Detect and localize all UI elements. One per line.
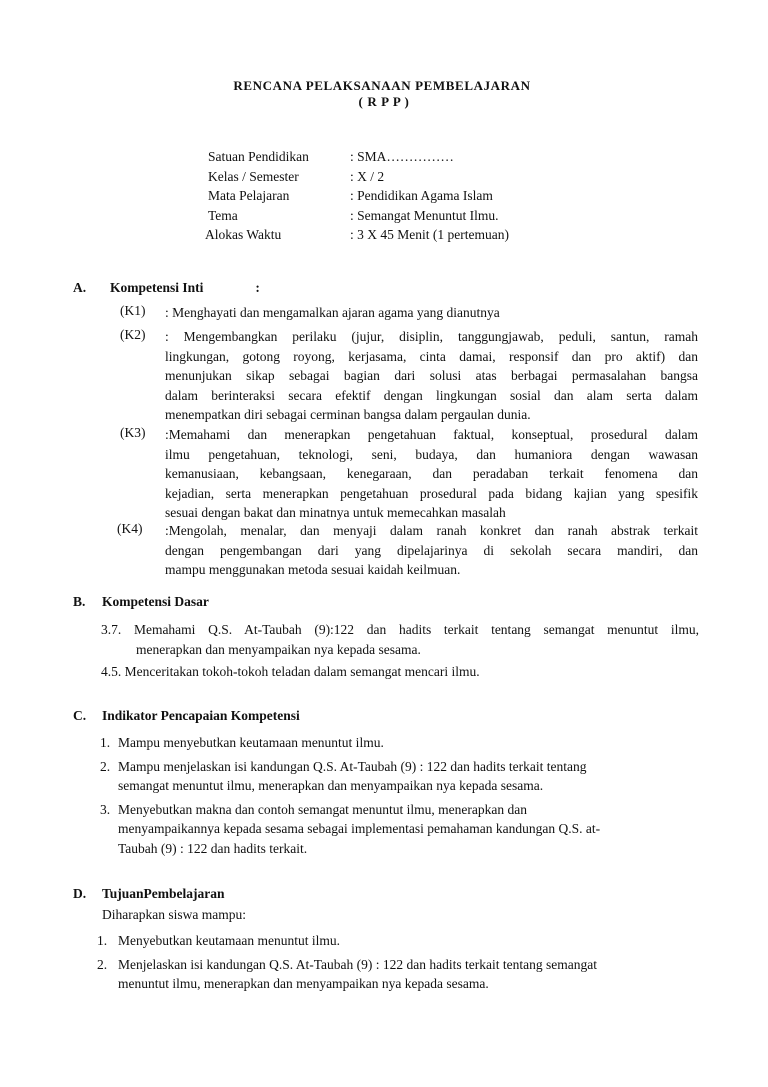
section-letter: A.	[73, 280, 87, 295]
identity-label: Tema	[208, 207, 238, 223]
identity-row	[208, 169, 509, 189]
identity-label: Alokas Waktu	[205, 227, 282, 242]
ki-line: menempatkan diri sebagai cerminan bangsa dalam pergaulan dunia.	[165, 407, 531, 423]
identity-value: : Pendidikan Agama Islam	[350, 188, 493, 203]
list-number: 2.	[100, 758, 111, 774]
tujuan-list	[97, 931, 707, 994]
kd-line: 3.7. Memahami Q.S. At-Taubah (9):122 dan hadits terkait tentang semangat menuntut ilmu,	[101, 622, 699, 637]
ki-item-k2	[120, 327, 698, 425]
list-line: Taubah (9) : 122 dan hadits terkait.	[118, 840, 308, 856]
section-b-heading	[73, 594, 209, 610]
list-item	[100, 733, 700, 753]
ki-line: ilmu pengetahuan, teknologi, seni, budaya, dan humaniora dengan wawasan	[165, 446, 698, 462]
list-line: menyampaikannya kepada sesama sebagai implementasi pemahaman kandungan Q.S. at-	[118, 821, 601, 837]
ki-line: : Menghayati dan mengamalkan ajaran agama yang dianutnya	[165, 305, 500, 320]
ki-line: dalam berinteraksi secara efektif dengan lingkungan sosial dan alam serta dalam	[165, 387, 698, 403]
ki-code: (K2)	[120, 327, 146, 342]
section-c-heading	[73, 708, 300, 724]
ki-line: dengan pengembangan dari yang dipelajarinya di sekolah secara mandiri, dan	[165, 542, 698, 558]
ki-item-k4	[117, 521, 698, 580]
identity-row	[205, 227, 509, 247]
document-subtitle: ( R P P )	[358, 94, 410, 109]
list-number: 3.	[100, 801, 111, 817]
list-item	[97, 931, 707, 951]
list-line: Mampu menyebutkan keutamaan menuntut ilmu.	[118, 735, 384, 750]
ki-line: mampu menggunakan metoda sesuai kaidah keilmuan.	[165, 562, 461, 578]
section-letter: D.	[73, 886, 87, 901]
section-d-heading	[73, 886, 225, 902]
list-line: Menyebutkan makna dan contoh semangat menuntut ilmu, menerapkan dan	[118, 801, 528, 817]
section-d-intro: Diharapkan siswa mampu:	[102, 907, 246, 922]
section-title: Kompetensi Inti	[110, 280, 204, 295]
identity-label: Kelas / Semester	[208, 168, 299, 184]
ki-line: :Mengolah, menalar, dan menyaji dalam ranah konkret dan ranah abstrak terkait	[165, 523, 698, 538]
ki-line: kejadian, serta menerapkan pengetahuan prosedural pada bidang kajian yang spesifik	[165, 485, 698, 501]
kd-item	[101, 620, 699, 659]
identity-row	[208, 149, 509, 169]
ki-line: :Memahami dan menerapkan pengetahuan faktual, konseptual, prosedural dalam	[165, 427, 698, 442]
kd-line: 4.5. Menceritakan tokoh-tokoh teladan dalam semangat mencari ilmu.	[101, 664, 480, 679]
identity-table	[205, 149, 509, 247]
ki-line: menunjukan sikap sebagai bagian dari solusi atas berbagai permasalahan bangsa	[165, 368, 698, 384]
identity-value: : 3 X 45 Menit (1 pertemuan)	[350, 227, 509, 242]
section-title: Kompetensi Dasar	[102, 594, 209, 609]
list-line: Mampu menjelaskan isi kandungan Q.S. At-Taubah (9) : 122 dan hadits terkait tentang	[118, 758, 587, 774]
ki-item-k3	[120, 425, 698, 523]
section-title: TujuanPembelajaran	[102, 886, 225, 901]
identity-row	[208, 188, 509, 208]
ki-line: lingkungan, gotong royong, kerjasama, cinta damai, responsif dan pro aktif) dan	[165, 348, 698, 364]
document-title: RENCANA PELAKSANAAN PEMBELAJARAN	[233, 78, 531, 93]
list-line: semangat menuntut ilmu, menerapkan dan menyampaikan nya kepada sesama.	[118, 778, 544, 794]
identity-value: : X / 2	[350, 168, 385, 184]
list-number: 2.	[97, 956, 108, 972]
ki-line: : Mengembangkan perilaku (jujur, disiplin, tanggungjawab, peduli, santun, ramah	[165, 329, 698, 344]
identity-value: : Semangat Menuntut Ilmu.	[350, 207, 499, 223]
section-title: Indikator Pencapaian Kompetensi	[102, 708, 300, 723]
ki-item-k1	[120, 303, 698, 323]
ki-code: (K3)	[120, 425, 146, 440]
identity-value: : SMA……………	[350, 149, 454, 164]
list-item	[97, 955, 707, 994]
kd-item	[101, 662, 480, 682]
identity-row	[208, 208, 509, 228]
section-a-heading	[73, 280, 260, 296]
indikator-list	[100, 733, 700, 859]
list-line: menuntut ilmu, menerapkan dan menyampaikan nya kepada sesama.	[118, 976, 489, 992]
list-item	[100, 757, 700, 796]
section-letter: B.	[73, 594, 86, 609]
identity-label: Satuan Pendidikan	[208, 149, 309, 164]
section-colon: :	[255, 280, 260, 295]
ki-code: (K4)	[117, 521, 143, 536]
ki-line: sesuai dengan bakat dan minatnya untuk memecahkan masalah	[165, 505, 506, 521]
list-item	[100, 800, 700, 859]
section-letter: C.	[73, 708, 87, 723]
ki-line: kemanusiaan, kebangsaan, kenegaraan, dan peradaban terkait fenomena dan	[165, 466, 698, 482]
ki-code: (K1)	[120, 303, 146, 318]
list-line: Menjelaskan isi kandungan Q.S. At-Taubah (9) : 122 dan hadits terkait tentang semangat	[118, 956, 597, 972]
identity-label: Mata Pelajaran	[208, 188, 290, 203]
list-number: 1.	[100, 735, 111, 750]
list-number: 1.	[97, 933, 108, 948]
kd-line: menerapkan dan menyampaikan nya kepada sesama.	[136, 641, 421, 657]
list-line: Menyebutkan keutamaan menuntut ilmu.	[118, 933, 340, 948]
